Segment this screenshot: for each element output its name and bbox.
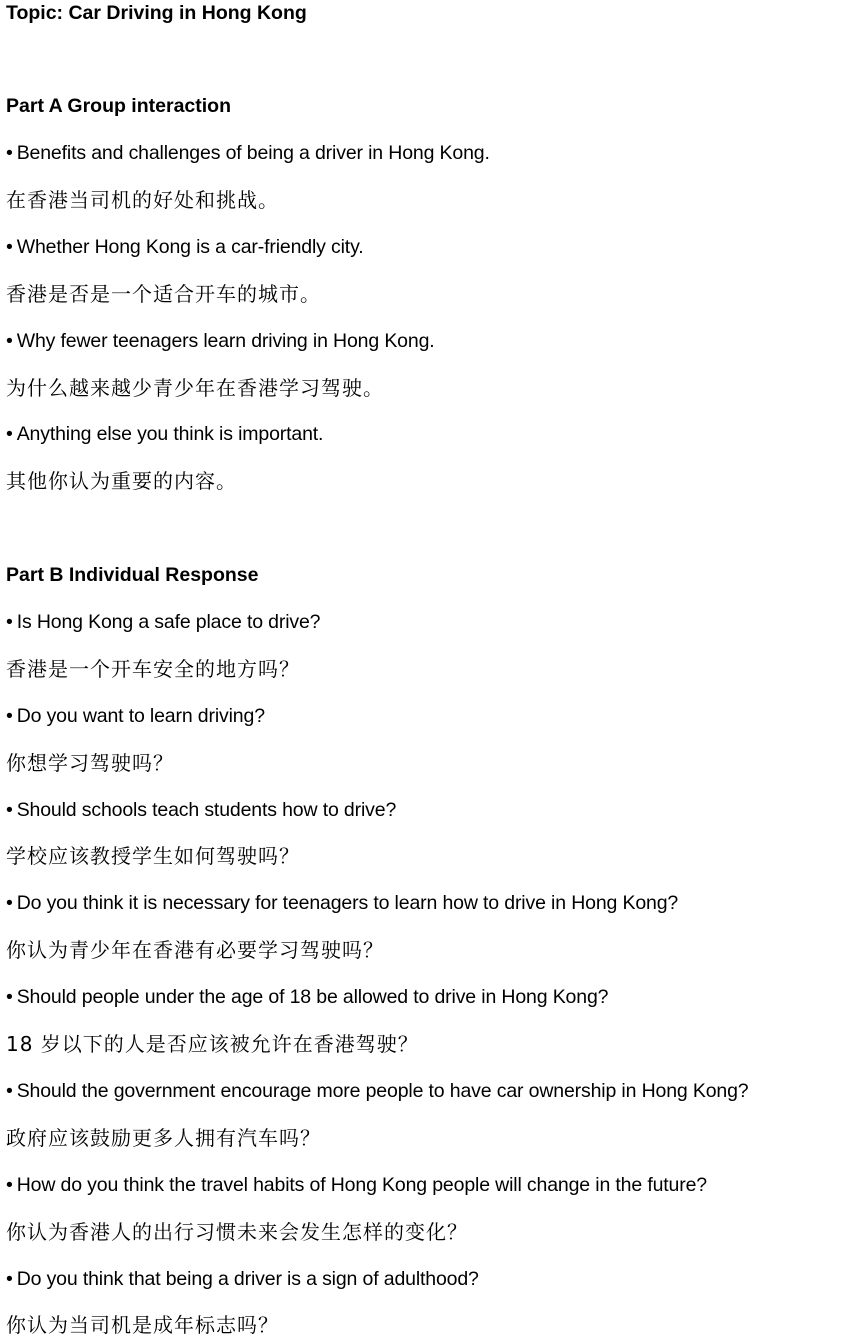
part-b-item-8-zh: 你认为当司机是成年标志吗？ <box>6 1313 279 1337</box>
part-a-item-4-en <box>6 421 323 447</box>
part-a-item-1-en <box>6 140 490 166</box>
part-a-item-2-zh: 香港是否是一个适合开车的城市。 <box>6 282 321 306</box>
bullet-icon: • <box>6 1174 13 1196</box>
part-b-item-6-zh: 政府应该鼓励更多人拥有汽车吗？ <box>6 1126 321 1150</box>
item-text: Do you think it is necessary for teenagers to learn how to drive in Hong Kong? <box>16 892 679 914</box>
item-text: Should the government encourage more people to have car ownership in Hong Kong? <box>16 1080 749 1102</box>
bullet-icon: • <box>6 423 13 445</box>
part-b-item-3-zh: 学校应该教授学生如何驾驶吗？ <box>6 844 300 868</box>
bullet-icon: • <box>6 236 13 258</box>
item-text: How do you think the travel habits of Hong Kong people will change in the future? <box>16 1174 707 1196</box>
part-a-item-2-en <box>6 234 364 260</box>
bullet-icon: • <box>6 892 13 914</box>
part-b-item-8-en <box>6 1266 479 1292</box>
bullet-icon: • <box>6 799 13 821</box>
item-text: Whether Hong Kong is a car-friendly city. <box>16 236 364 258</box>
item-text: Should people under the age of 18 be allowed to drive in Hong Kong? <box>16 986 609 1008</box>
item-text: Why fewer teenagers learn driving in Hong Kong. <box>16 330 435 352</box>
part-b-item-7-en <box>6 1172 707 1198</box>
bullet-icon: • <box>6 986 13 1008</box>
bullet-icon: • <box>6 1268 13 1290</box>
part-b-item-6-en <box>6 1078 749 1104</box>
part-b-item-3-en <box>6 797 396 823</box>
item-text: Should schools teach students how to drive? <box>16 799 397 821</box>
part-b-item-5-zh: 18 岁以下的人是否应该被允许在香港驾驶？ <box>6 1032 419 1056</box>
part-b-item-2-en <box>6 703 265 729</box>
bullet-icon: • <box>6 1080 13 1102</box>
item-text: Is Hong Kong a safe place to drive? <box>16 611 321 633</box>
part-a-item-3-en <box>6 328 435 354</box>
part-a-heading: Part A Group interaction <box>6 95 231 117</box>
item-text: Do you want to learn driving? <box>16 705 265 727</box>
topic-title: Topic: Car Driving in Hong Kong <box>6 2 307 24</box>
part-b-item-1-zh: 香港是一个开车安全的地方吗？ <box>6 657 300 681</box>
part-b-item-4-en <box>6 890 678 916</box>
part-a-item-4-zh: 其他你认为重要的内容。 <box>6 469 237 493</box>
bullet-icon: • <box>6 330 13 352</box>
part-b-item-4-zh: 你认为青少年在香港有必要学习驾驶吗？ <box>6 938 384 962</box>
part-a-item-1-zh: 在香港当司机的好处和挑战。 <box>6 188 279 212</box>
bullet-icon: • <box>6 705 13 727</box>
part-a-item-3-zh: 为什么越来越少青少年在香港学习驾驶。 <box>6 376 384 400</box>
part-b-heading: Part B Individual Response <box>6 564 259 586</box>
bullet-icon: • <box>6 611 13 633</box>
part-b-item-5-en <box>6 984 608 1010</box>
item-text: Benefits and challenges of being a driver in Hong Kong. <box>16 142 490 164</box>
item-text: Anything else you think is important. <box>16 423 324 445</box>
bullet-icon: • <box>6 142 13 164</box>
part-b-item-2-zh: 你想学习驾驶吗？ <box>6 751 174 775</box>
part-b-item-1-en <box>6 609 320 635</box>
item-text: Do you think that being a driver is a sign of adulthood? <box>16 1268 479 1290</box>
part-b-item-7-zh: 你认为香港人的出行习惯未来会发生怎样的变化？ <box>6 1220 468 1244</box>
